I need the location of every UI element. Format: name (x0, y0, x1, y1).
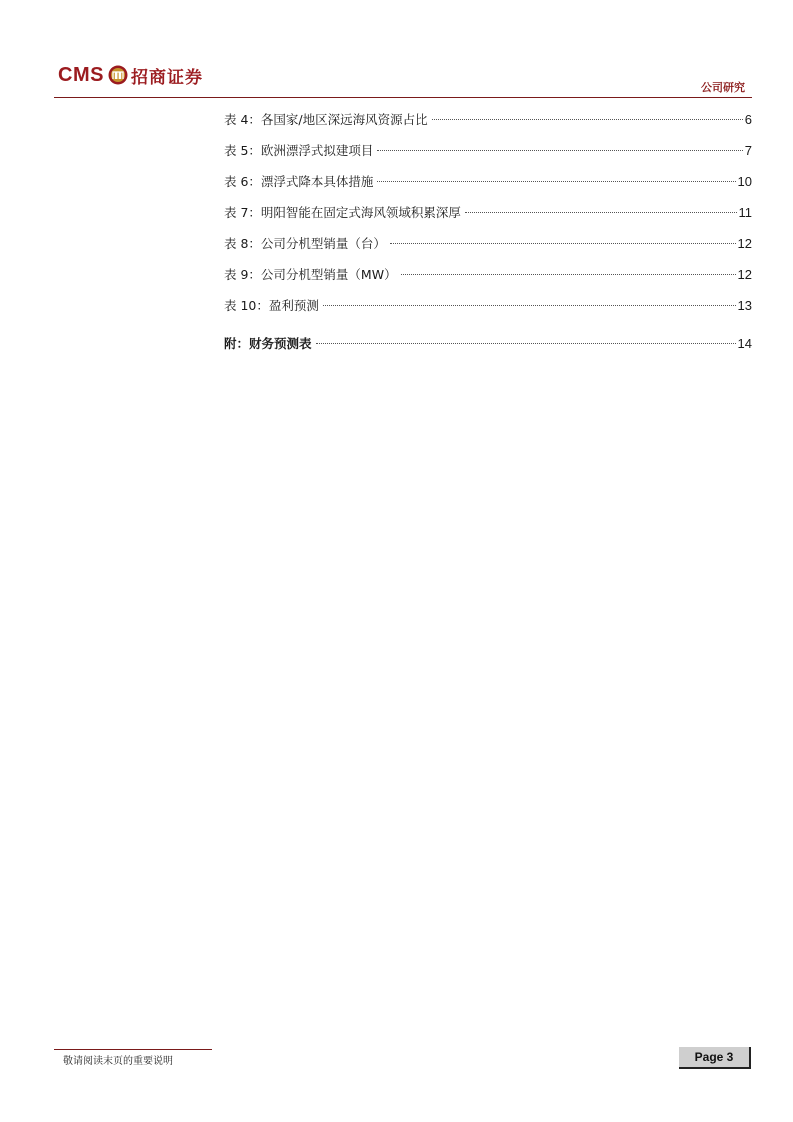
toc-entry-label: 表 8：公司分机型销量（台） (224, 236, 386, 251)
toc-entry-label: 表 5：欧洲漂浮式拟建项目 (224, 143, 374, 158)
toc-entry-page: 12 (737, 236, 752, 251)
toc-entry-label: 表 4：各国家/地区深远海风资源占比 (224, 112, 428, 127)
toc-entry[interactable] (224, 228, 752, 259)
toc-entry-label: 表 10：盈利预测 (224, 298, 319, 313)
page-number-badge: Page 3 (679, 1047, 751, 1069)
toc-entry-page: 10 (737, 174, 752, 189)
disclaimer-note: 敬请阅读末页的重要说明 (63, 1056, 173, 1067)
toc-entry-label: 表 7：明阳智能在固定式海风领域积累深厚 (224, 205, 461, 220)
toc-entry[interactable] (224, 135, 752, 166)
toc-entry-label: 附：财务预测表 (224, 336, 312, 351)
header-divider (54, 97, 752, 98)
company-logo (58, 62, 203, 88)
toc-entry-page: 14 (737, 336, 752, 351)
toc-leader-dots (377, 150, 742, 151)
toc-leader-dots (377, 181, 735, 182)
toc-entry[interactable] (224, 197, 752, 228)
toc-entry-appendix[interactable] (224, 328, 752, 359)
toc-entry[interactable] (224, 290, 752, 321)
toc-entry-label: 表 6：漂浮式降本具体措施 (224, 174, 374, 189)
toc-leader-dots (316, 343, 736, 344)
toc-entry-page: 12 (737, 267, 752, 282)
logo-cn-text: 招商证券 (130, 67, 203, 88)
toc-entry-page: 13 (737, 298, 752, 313)
toc-leader-dots (432, 119, 743, 120)
toc-entry-page: 11 (738, 205, 752, 220)
toc-leader-dots (465, 212, 737, 213)
footer-divider (54, 1049, 212, 1050)
toc-leader-dots (401, 274, 736, 275)
toc-leader-dots (323, 305, 736, 306)
logo-emblem-icon (108, 65, 128, 85)
toc-entry-label: 表 9：公司分机型销量（MW） (224, 267, 397, 282)
toc-entry[interactable] (224, 166, 752, 197)
section-label: 公司研究 (701, 81, 745, 94)
toc-entry-page: 6 (744, 112, 752, 127)
toc-entry[interactable] (224, 104, 752, 135)
toc-entry[interactable] (224, 259, 752, 290)
table-of-contents (224, 104, 752, 359)
logo-text: CMS (58, 63, 104, 86)
toc-leader-dots (390, 243, 736, 244)
toc-entry-page: 7 (744, 143, 752, 158)
